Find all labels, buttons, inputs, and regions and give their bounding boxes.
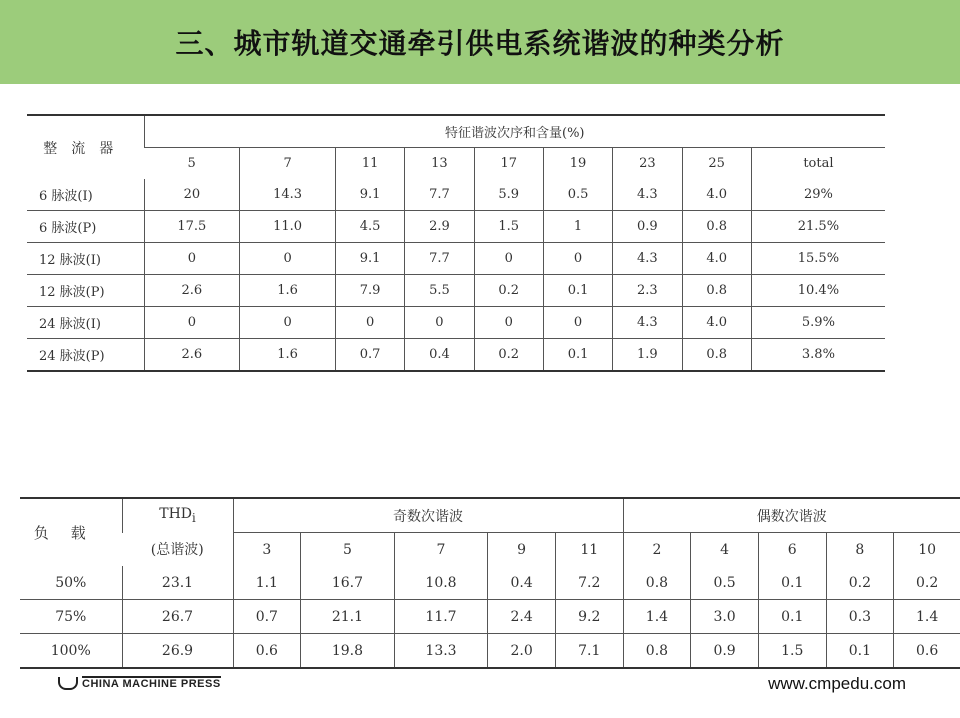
table-cell: 0.8 <box>623 566 691 600</box>
table-cell: 21.1 <box>301 600 395 634</box>
thd-value: 26.9 <box>122 634 233 669</box>
table-cell: 11.0 <box>240 211 336 243</box>
table-row <box>20 634 960 669</box>
table-cell: 1 <box>543 211 612 243</box>
table-cell: 1.6 <box>240 275 336 307</box>
table-cell: 5.5 <box>405 275 474 307</box>
table-cell: 9.1 <box>335 179 404 211</box>
column-header: 19 <box>543 148 612 180</box>
table-row <box>27 179 885 211</box>
title-bar <box>0 0 960 84</box>
row-label: 12 脉波(P) <box>27 275 144 307</box>
table-cell: 0.3 <box>826 600 894 634</box>
table-cell: 0.2 <box>894 566 960 600</box>
table-cell: 1.5 <box>758 634 826 669</box>
column-header: 7 <box>394 533 488 567</box>
table-cell: 0 <box>240 307 336 339</box>
row-label: 100% <box>20 634 122 669</box>
column-header: 13 <box>405 148 474 180</box>
thd-value: 26.7 <box>122 600 233 634</box>
table-cell: 19.8 <box>301 634 395 669</box>
table-cell: 20 <box>144 179 240 211</box>
column-header: 25 <box>682 148 751 180</box>
table-cell: 7.7 <box>405 243 474 275</box>
table-cell: 7.2 <box>555 566 623 600</box>
table-cell: 0.1 <box>758 600 826 634</box>
column-header: 4 <box>691 533 759 567</box>
table-cell: 0 <box>144 243 240 275</box>
column-header: 11 <box>335 148 404 180</box>
table-cell: 1.4 <box>894 600 960 634</box>
table-cell: 0 <box>405 307 474 339</box>
row-label: 6 脉波(P) <box>27 211 144 243</box>
table-cell: 0.4 <box>405 339 474 372</box>
table-cell: 0.7 <box>233 600 301 634</box>
table-cell: 0.8 <box>682 211 751 243</box>
table-cell: 10.4% <box>751 275 885 307</box>
table-cell: 7.9 <box>335 275 404 307</box>
publisher-mark-icon <box>58 677 78 690</box>
load-harmonic-table <box>20 497 960 669</box>
table-cell: 2.6 <box>144 339 240 372</box>
table-cell: 1.9 <box>613 339 682 372</box>
table-cell: 2.0 <box>488 634 556 669</box>
harmonic-columns-row <box>27 148 885 180</box>
table-row <box>27 211 885 243</box>
row-label: 24 脉波(P) <box>27 339 144 372</box>
column-header: total <box>751 148 885 180</box>
table-cell: 21.5% <box>751 211 885 243</box>
table-cell: 3.0 <box>691 600 759 634</box>
load-header: 负载 <box>33 524 108 542</box>
column-header: 2 <box>623 533 691 567</box>
publisher-name: CHINA MACHINE PRESS <box>82 678 221 690</box>
even-harmonic-header: 偶数次谐波 <box>623 498 960 533</box>
table-row <box>20 566 960 600</box>
table-cell: 2.6 <box>144 275 240 307</box>
characteristic-harmonic-header: 特征谐波次序和含量(%) <box>144 115 885 148</box>
rectifier-header: 整流器 <box>43 140 128 157</box>
table-cell: 0 <box>474 307 543 339</box>
table-cell: 0.4 <box>488 566 556 600</box>
table-cell: 0.6 <box>894 634 960 669</box>
table-row <box>20 600 960 634</box>
table-cell: 0.2 <box>474 275 543 307</box>
thd-label: THD <box>159 506 193 523</box>
table-cell: 0 <box>144 307 240 339</box>
table-cell: 4.0 <box>682 307 751 339</box>
table-cell: 10.8 <box>394 566 488 600</box>
table-cell: 0.6 <box>233 634 301 669</box>
column-header: 17 <box>474 148 543 180</box>
table-cell: 17.5 <box>144 211 240 243</box>
table-cell: 11.7 <box>394 600 488 634</box>
table-cell: 0 <box>240 243 336 275</box>
table-cell: 7.7 <box>405 179 474 211</box>
table-cell: 0.5 <box>691 566 759 600</box>
column-header: 10 <box>894 533 960 567</box>
table-cell: 0.2 <box>826 566 894 600</box>
order-columns-row <box>20 533 960 567</box>
thd-value: 23.1 <box>122 566 233 600</box>
footer-url: www.cmpedu.com <box>768 674 906 693</box>
table-cell: 2.3 <box>613 275 682 307</box>
table-cell: 0.8 <box>682 339 751 372</box>
table-cell: 4.0 <box>682 179 751 211</box>
table-cell: 0.8 <box>682 275 751 307</box>
row-label: 75% <box>20 600 122 634</box>
column-header: 9 <box>488 533 556 567</box>
table-cell: 4.3 <box>613 243 682 275</box>
table-cell: 29% <box>751 179 885 211</box>
table-cell: 1.5 <box>474 211 543 243</box>
table-cell: 0 <box>335 307 404 339</box>
table-cell: 0 <box>543 243 612 275</box>
table-cell: 14.3 <box>240 179 336 211</box>
row-label: 24 脉波(I) <box>27 307 144 339</box>
column-header: 7 <box>240 148 336 180</box>
publisher-logo <box>58 675 221 691</box>
table-cell: 0.8 <box>623 634 691 669</box>
table-row <box>27 275 885 307</box>
table-cell: 5.9 <box>474 179 543 211</box>
thd-subscript: i <box>192 511 196 526</box>
table-cell: 16.7 <box>301 566 395 600</box>
thd-sub-label: (总谐波) <box>150 542 204 559</box>
table-cell: 3.8% <box>751 339 885 372</box>
table-cell: 0.9 <box>613 211 682 243</box>
table-cell: 4.3 <box>613 179 682 211</box>
odd-harmonic-header: 奇数次谐波 <box>233 498 623 533</box>
table-cell: 0 <box>474 243 543 275</box>
table-cell: 4.3 <box>613 307 682 339</box>
table-cell: 1.1 <box>233 566 301 600</box>
table-cell: 13.3 <box>394 634 488 669</box>
table-cell: 7.1 <box>555 634 623 669</box>
table-cell: 0.1 <box>543 339 612 372</box>
table-cell: 9.1 <box>335 243 404 275</box>
column-header: 5 <box>144 148 240 180</box>
table-cell: 0.9 <box>691 634 759 669</box>
table-row <box>27 339 885 372</box>
table-row <box>27 243 885 275</box>
table-cell: 4.5 <box>335 211 404 243</box>
column-header: 5 <box>301 533 395 567</box>
table-cell: 0.7 <box>335 339 404 372</box>
column-header: 23 <box>613 148 682 180</box>
table-cell: 9.2 <box>555 600 623 634</box>
table-cell: 0.1 <box>826 634 894 669</box>
column-header: 8 <box>826 533 894 567</box>
table-cell: 1.4 <box>623 600 691 634</box>
table-cell: 5.9% <box>751 307 885 339</box>
table-cell: 2.9 <box>405 211 474 243</box>
table-cell: 2.4 <box>488 600 556 634</box>
row-label: 12 脉波(I) <box>27 243 144 275</box>
table-cell: 0.2 <box>474 339 543 372</box>
table-cell: 1.6 <box>240 339 336 372</box>
thd-header <box>122 498 233 533</box>
slide-title: 三、城市轨道交通牵引供电系统谐波的种类分析 <box>175 27 785 60</box>
table-cell: 0.1 <box>543 275 612 307</box>
table-cell: 0.5 <box>543 179 612 211</box>
column-header: 6 <box>758 533 826 567</box>
column-header: 3 <box>233 533 301 567</box>
table-cell: 0 <box>543 307 612 339</box>
row-label: 6 脉波(I) <box>39 189 93 204</box>
table-cell: 15.5% <box>751 243 885 275</box>
table-row <box>27 307 885 339</box>
row-label: 50% <box>55 574 87 591</box>
table-cell: 0.1 <box>758 566 826 600</box>
table-cell: 4.0 <box>682 243 751 275</box>
harmonic-order-table <box>27 114 885 372</box>
column-header: 11 <box>555 533 623 567</box>
